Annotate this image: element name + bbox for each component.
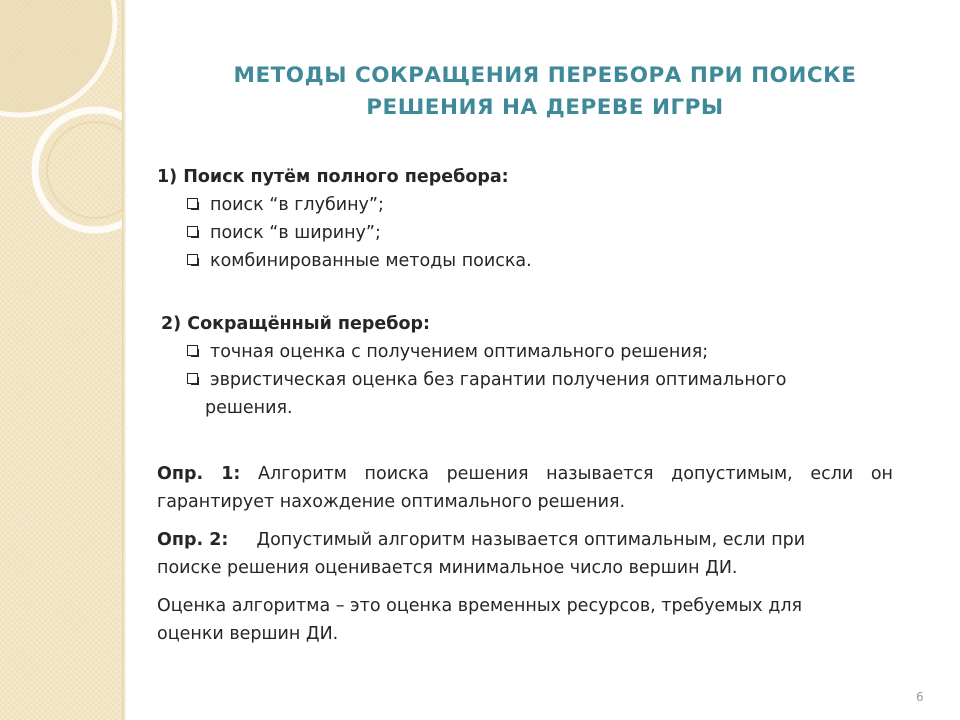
checkbox-bullet-icon	[187, 373, 198, 384]
definition-2-text: Допустимый алгоритм называется оптимальным, если при	[256, 530, 806, 550]
definition-2	[157, 526, 893, 582]
definition-2-label: Опр. 2:	[157, 530, 229, 550]
title-line-1: МЕТОДЫ СОКРАЩЕНИЯ ПЕРЕБОРА ПРИ ПОИСКЕ	[233, 63, 857, 88]
checkbox-bullet-icon	[187, 345, 198, 356]
list-item	[184, 191, 532, 219]
list-item	[184, 366, 786, 394]
list-item-text: точная оценка с получением оптимального решения;	[210, 342, 709, 362]
list-item-continuation: решения.	[205, 398, 293, 418]
definition-1-text: Алгоритм поиска решения называется допустимым, если он	[258, 464, 893, 484]
checkbox-bullet-icon	[187, 226, 198, 237]
definition-1-line-2: гарантирует нахождение оптимального решения.	[157, 492, 626, 512]
list-item-text: комбинированные методы поиска.	[210, 251, 532, 271]
slide-number: 6	[916, 690, 924, 704]
list-item	[184, 338, 786, 366]
decorative-circles	[0, 0, 122, 720]
slide-title	[150, 60, 940, 124]
definition-2-line-2: поиске решения оценивается минимальное число вершин ДИ.	[157, 558, 738, 578]
decorative-side-strip	[0, 0, 122, 720]
list-item-text: эвристическая оценка без гарантии получения оптимального	[210, 370, 787, 390]
strip-edge	[122, 0, 126, 720]
list-item-text: поиск “в глубину”;	[210, 195, 384, 215]
checkbox-bullet-icon	[187, 198, 198, 209]
title-line-2: РЕШЕНИЯ НА ДЕРЕВЕ ИГРЫ	[366, 95, 724, 120]
definition-2-line-1	[157, 526, 893, 554]
definition-1-label: Опр. 1:	[157, 464, 241, 484]
definition-1-line-1	[157, 460, 893, 488]
list-item	[184, 219, 532, 247]
section-reduced-search	[161, 310, 786, 422]
definition-1	[157, 460, 893, 516]
checkbox-bullet-icon	[187, 254, 198, 265]
algorithm-estimation-note	[157, 592, 893, 648]
list-item	[184, 247, 532, 275]
list-item-text: поиск “в ширину”;	[210, 223, 381, 243]
section-2-heading: 2) Сокращённый перебор:	[161, 314, 431, 334]
note-line-1: Оценка алгоритма – это оценка временных ресурсов, требуемых для	[157, 596, 803, 616]
section-full-search	[157, 163, 532, 275]
section-1-heading: 1) Поиск путём полного перебора:	[157, 167, 509, 187]
note-line-2: оценки вершин ДИ.	[157, 624, 339, 644]
